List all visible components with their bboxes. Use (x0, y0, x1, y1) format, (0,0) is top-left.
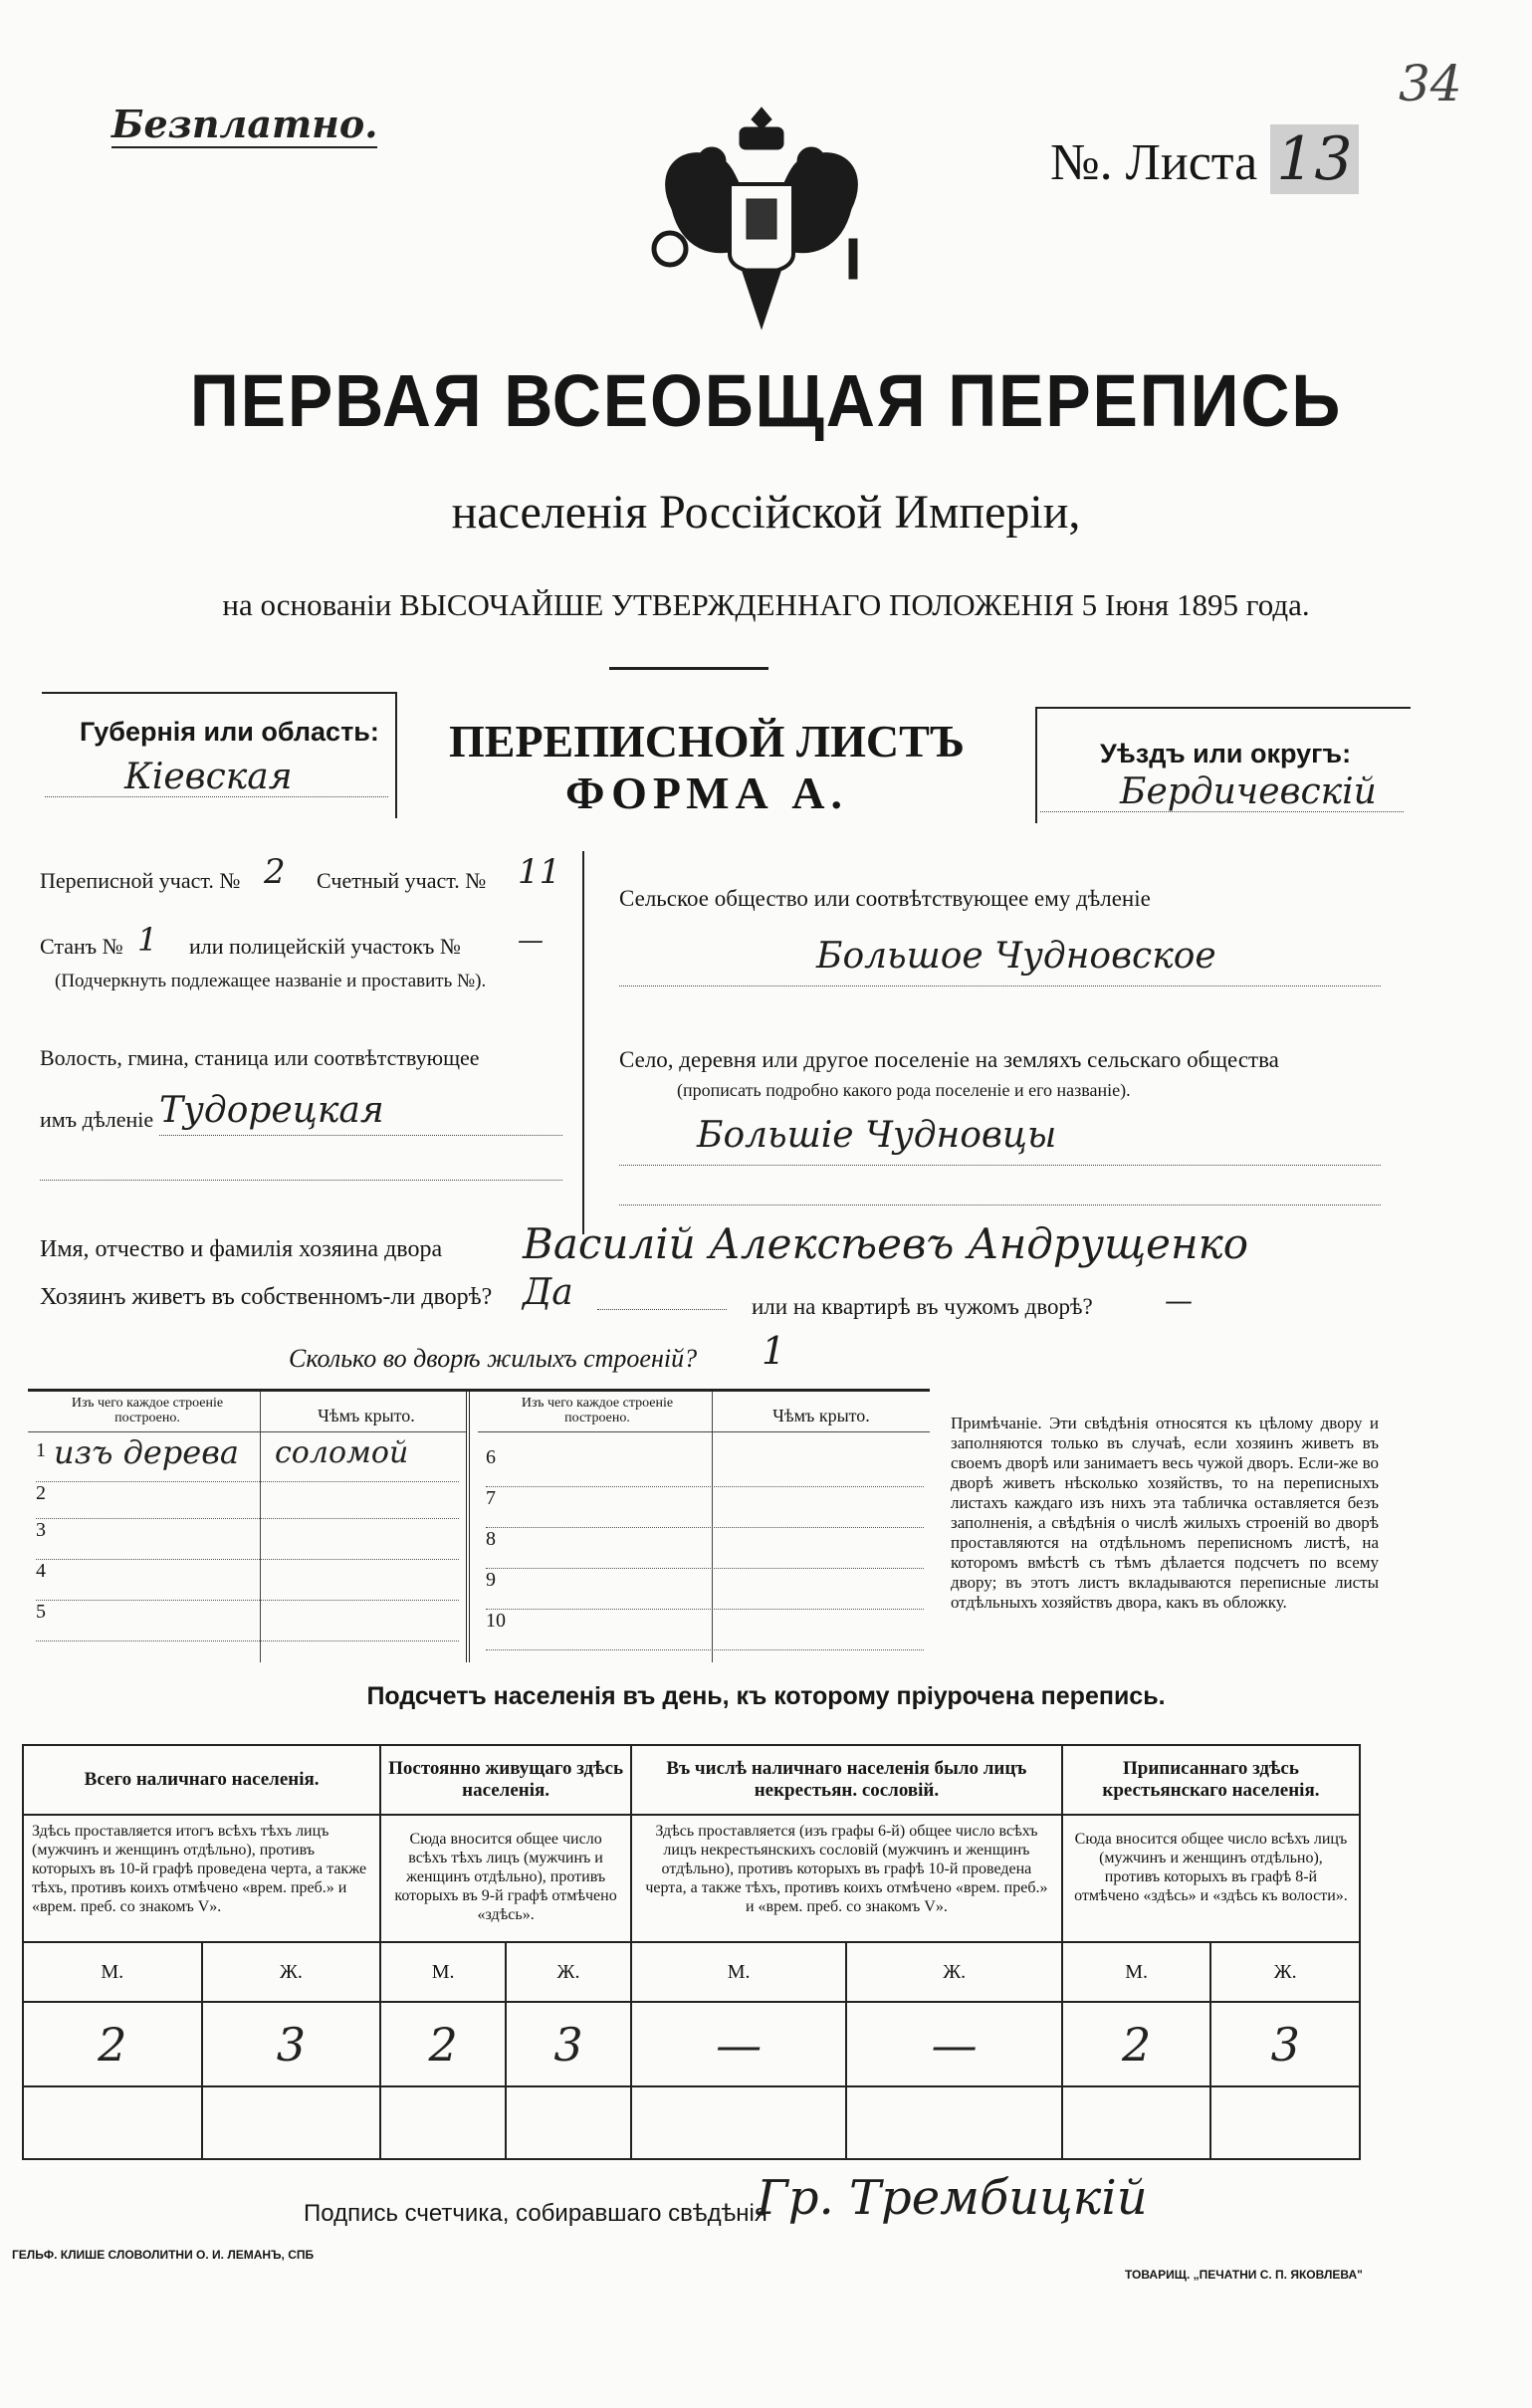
buildings-label: Сколько во дворѣ жилыхъ строеній? (289, 1344, 698, 1373)
count-col-desc: Сюда вносится общее число всѣхъ лицъ (мужчинъ и женщинъ отдѣльно), противъ которыхъ въ графѣ 8-й отмѣчено «здѣсь» и «здѣсь къ волости». (1062, 1815, 1360, 1942)
f-header: Ж. (202, 1942, 381, 2002)
archive-page-number: 34 (1399, 55, 1462, 112)
row-number: 5 (36, 1601, 46, 1623)
police-label: или полицейскій участокъ № (189, 934, 461, 959)
society-value: Большое Чудновское (816, 936, 1216, 977)
signature-label: Подпись счетчика, собиравшаго свѣдѣнія (304, 2200, 767, 2227)
police-value: — (518, 926, 544, 956)
buildings-left-rows (36, 1433, 459, 1642)
underline-note: (Подчеркнуть подлежащее названіе и проставить №). (55, 971, 487, 991)
row-material: изъ дерева (54, 1433, 239, 1471)
count-col-title: Въ числѣ наличнаго населенія было лицъ некрестьян. сословій. (631, 1745, 1062, 1815)
count-col-desc: Здѣсь проставляется (изъ графы 6-й) общее число всѣхъ лицъ некрестьянскихъ сословій (мужчинъ и женщинъ отдѣльно), противъ которыхъ въ графѣ 10-й проведена черта, а также тѣхъ, противъ коихъ отмѣчено «врем. преб.» и «врем. преб. со знакомъ V». (631, 1815, 1062, 1942)
table-row: 10 (486, 1610, 924, 1650)
count-blank (1062, 2086, 1211, 2159)
basis-line: на основаніи ВЫСОЧАЙШЕ УТВЕРЖДЕННАГО ПОЛОЖЕНІЯ 5 Іюня 1895 года. (222, 587, 1310, 622)
table-row (36, 1560, 459, 1601)
ornament-divider (609, 667, 768, 670)
schetny-label: Счетный участ. № (317, 868, 487, 893)
guberniya-label: Губернія или область: (80, 717, 379, 747)
buildings-right-rows (486, 1446, 924, 1650)
table-row (36, 1601, 459, 1642)
count-m-value: 2 (380, 2002, 506, 2086)
row-number: 2 (36, 1482, 46, 1504)
uchastok-value: 2 (264, 852, 286, 892)
col-material-header: Изъ чего каждое строеніе построено. (71, 1396, 224, 1425)
form-name: ФОРМА А. (565, 767, 848, 818)
main-title: ПЕРВАЯ ВСЕОБЩАЯ ПЕРЕПИСЬ (189, 359, 1343, 442)
own-yard-label: Хозяинъ живетъ въ собственномъ-ли дворѣ? (40, 1284, 493, 1310)
column-divider (582, 851, 584, 1234)
count-blank (506, 2086, 631, 2159)
count-blank (631, 2086, 846, 2159)
m-header: М. (631, 1942, 846, 2002)
count-blank (202, 2086, 381, 2159)
sheet-title: ПЕРЕПИСНОЙ ЛИСТЪ (448, 716, 966, 766)
owner-name-label: Имя, отчество и фамилія хозяина двора (40, 1236, 443, 1262)
volost-line-2 (40, 1180, 562, 1181)
count-f-value: 3 (202, 2002, 381, 2086)
village-line (619, 1165, 1381, 1166)
society-line (619, 985, 1381, 986)
village-note: (прописать подробно какого рода поселеніе и его названіе). (677, 1080, 1131, 1100)
count-col-desc: Сюда вносится общее число всѣхъ тѣхъ лицъ (мужчинъ и женщинъ отдѣльно), противъ которыхъ въ 9-й графѣ отмѣчено «здѣсь». (380, 1815, 631, 1942)
sheet-no-label: №. Листа (1050, 134, 1258, 191)
guberniya-value: Кіевская (124, 757, 293, 797)
f-header: Ж. (1210, 1942, 1360, 2002)
imperial-eagle-emblem (612, 100, 911, 343)
volost-value: Тудорецкая (159, 1090, 384, 1131)
table-row (36, 1433, 459, 1482)
buildings-value: 1 (762, 1329, 786, 1373)
count-col-title: Всего наличнаго населенія. (23, 1745, 380, 1815)
table-row (36, 1519, 459, 1560)
uezd-label: Уѣздъ или округъ: (1100, 739, 1352, 768)
col-roof-header: Чѣмъ крыто. (318, 1406, 415, 1425)
row-roof: соломой (275, 1435, 409, 1470)
buildings-note: Примѣчаніе. Эти свѣдѣнія относятся къ цѣлому двору и заполняются только въ случаѣ, если хозяинъ живетъ въ своемъ дворѣ или занимаетъ весь чужой дворъ. Если-же во дворѣ живетъ нѣсколько хозяйствъ, то на переписныхъ листахъ каждаго изъ нихъ эта табличка оставляется безъ заполненія, а свѣдѣнія о числѣ жилыхъ строеній во дворѣ проставляются на отдѣльномъ переписномъ листѣ, на которомъ вмѣстѣ съ тѣмъ дѣлается подсчетъ по всему двору; въ этотъ листъ вкладываются переписные листы отдѣльныхъ хозяйствъ двора, какъ въ обложку. (951, 1414, 1379, 1612)
guberniya-box (42, 692, 397, 818)
row-number: 3 (36, 1519, 46, 1541)
m-header: М. (1062, 1942, 1211, 2002)
m-header: М. (380, 1942, 506, 2002)
table-row: 8 (486, 1528, 924, 1569)
header-rule-2 (478, 1431, 930, 1432)
sub-title: населенія Россійской Имперіи, (451, 486, 1081, 539)
table-row: 6 (486, 1446, 924, 1487)
row-number: 1 (36, 1439, 46, 1461)
uchastok-label: Переписной участ. № (40, 868, 241, 893)
society-label: Сельское общество или соотвѣтствующее ему дѣленіе (619, 886, 1151, 911)
table-row: 9 (486, 1569, 924, 1610)
sheet-number (1050, 124, 1359, 194)
count-blank (1210, 2086, 1360, 2159)
f-header: Ж. (506, 1942, 631, 2002)
row-number: 4 (36, 1560, 46, 1582)
uezd-value: Бердичевскій (1120, 771, 1377, 812)
stan-label: Станъ № (40, 934, 123, 959)
count-col-desc: Здѣсь проставляется итогъ всѣхъ тѣхъ лицъ (мужчинъ и женщинъ отдѣльно), противъ которыхъ въ 10-й графѣ проведена черта, а также тѣхъ, противъ коихъ отмѣчено «врем. преб.» и «врем. преб. со знакомъ V». (23, 1815, 380, 1942)
col-material-header-2: Изъ чего каждое строеніе построено. (521, 1396, 674, 1425)
header-rule (28, 1431, 466, 1432)
count-f-value: 3 (1210, 2002, 1360, 2086)
schetny-value: 11 (518, 852, 561, 892)
col-roof-header-2: Чѣмъ крыто. (772, 1406, 870, 1425)
free-label: Безплатно. (111, 102, 378, 146)
count-f-value: — (846, 2002, 1061, 2086)
table-row (36, 1482, 459, 1519)
rented-value: — (1165, 1284, 1193, 1317)
sheet-no-value: 13 (1270, 124, 1358, 194)
count-f-value: 3 (506, 2002, 631, 2086)
m-header: М. (23, 1942, 202, 2002)
table-row: 7 (486, 1487, 924, 1528)
printer-right: ТОВАРИЩ. „ПЕЧАТНИ С. П. ЯКОВЛЕВА" (1125, 2268, 1363, 2282)
enumerator-signature: Гр. Трембицкій (757, 2170, 1148, 2226)
village-value: Большіе Чудновцы (697, 1115, 1057, 1156)
village-label: Село, деревня или другое поселеніе на земляхъ сельскаго общества (619, 1047, 1279, 1072)
count-col-title: Приписаннаго здѣсь крестьянскаго населенія. (1062, 1745, 1360, 1815)
printer-left: ГЕЛЬФ. КЛИШЕ СЛОВОЛИТНИ О. И. ЛЕМАНЪ, СПБ (12, 2248, 315, 2262)
count-m-value: — (631, 2002, 846, 2086)
owner-name-value: Василій Алексѣевъ Андрущенко (523, 1219, 1249, 1268)
f-header: Ж. (846, 1942, 1061, 2002)
count-blank (380, 2086, 506, 2159)
volost-line (159, 1135, 562, 1136)
count-col-title: Постоянно живущаго здѣсь населенія. (380, 1745, 631, 1815)
rented-label: или на квартирѣ въ чужомъ дворѣ? (752, 1294, 1093, 1319)
stan-value: 1 (137, 921, 158, 959)
count-heading: Подсчетъ населенія въ день, къ которому пріурочена перепись. (366, 1682, 1166, 1710)
volost-label: Волость, гмина, станица или соотвѣтствующее (40, 1045, 480, 1070)
own-yard-line (597, 1309, 727, 1310)
buildings-table (28, 1389, 930, 1662)
count-blank (23, 2086, 202, 2159)
count-m-value: 2 (1062, 2002, 1211, 2086)
count-m-value: 2 (23, 2002, 202, 2086)
volost-label-2: имъ дѣленіе (40, 1107, 154, 1132)
count-blank (846, 2086, 1061, 2159)
village-line-2 (619, 1204, 1381, 1205)
population-count-table (22, 1744, 1361, 2160)
own-yard-value: Да (523, 1272, 573, 1313)
